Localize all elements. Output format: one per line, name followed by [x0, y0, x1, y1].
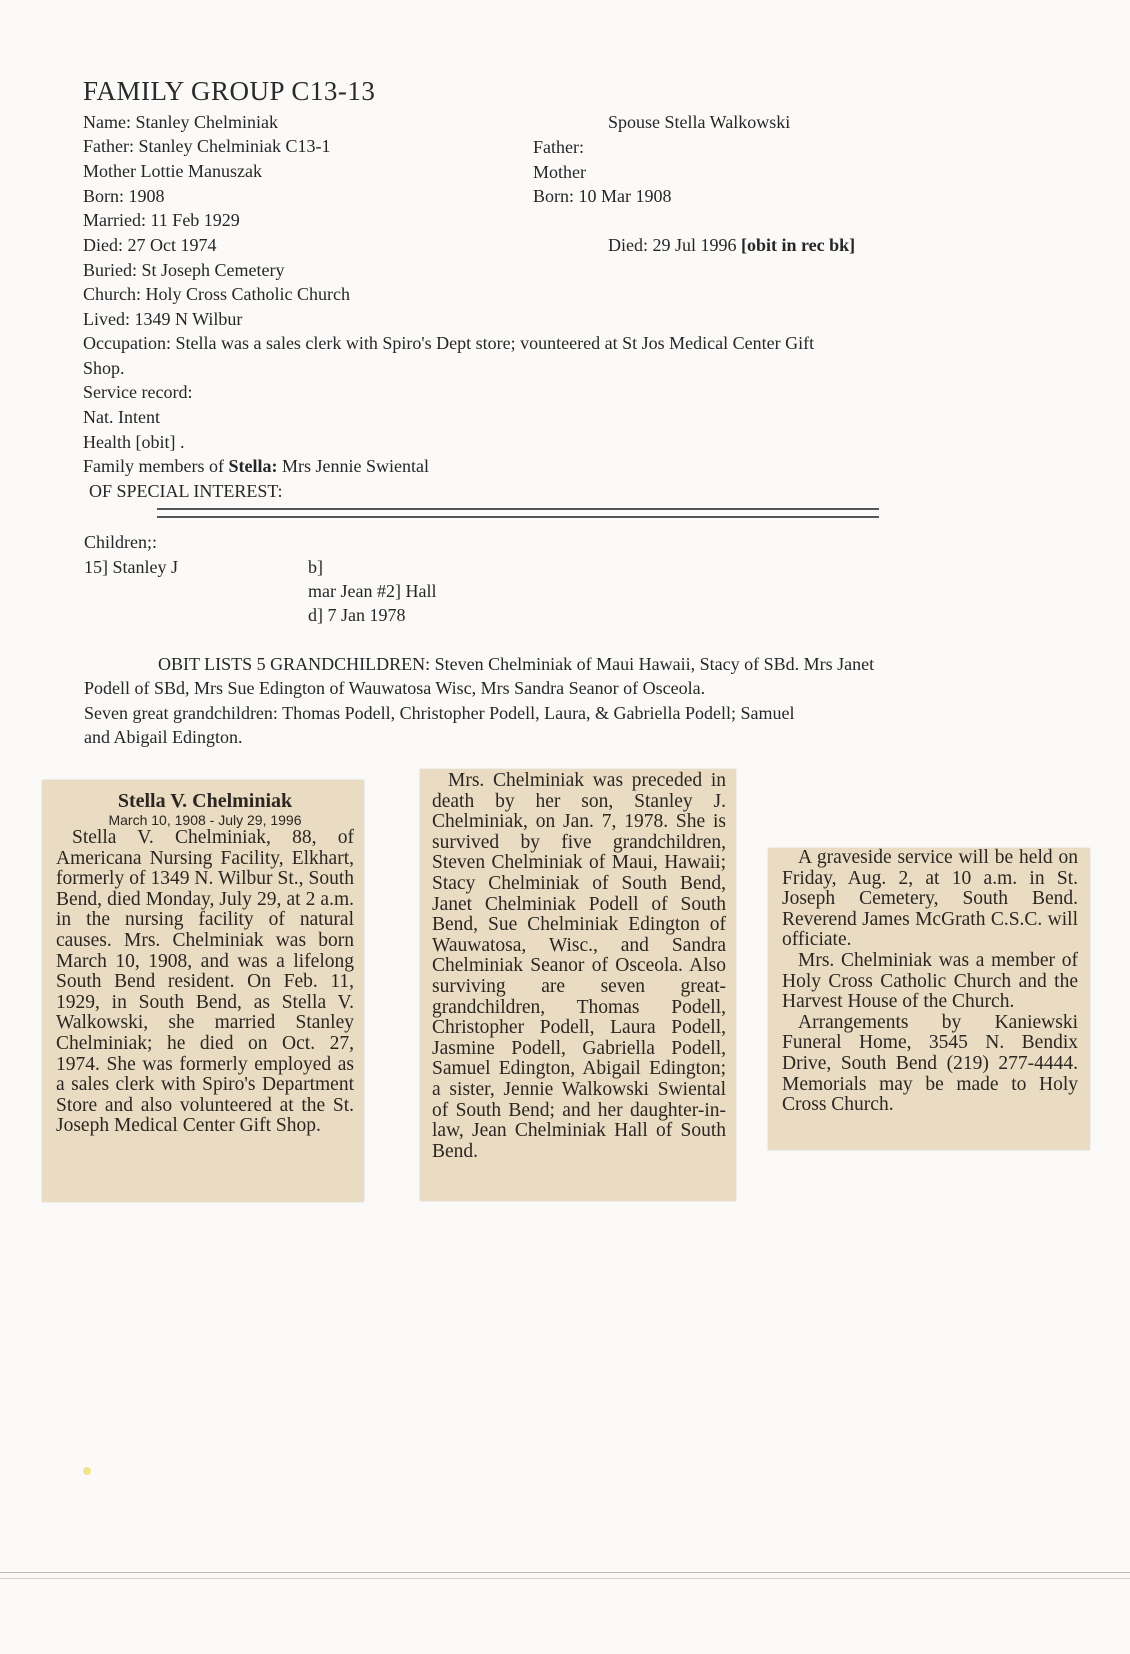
newspaper-clipping-obituary	[42, 780, 364, 1202]
child-death: d] 7 Jan 1978	[308, 605, 406, 625]
father-field: Father: Stanley Chelminiak C13-1	[83, 136, 331, 156]
family-members-bold: Stella:	[228, 456, 278, 476]
scan-edge-line	[0, 1572, 1130, 1573]
obit-note: [obit in rec bk]	[741, 235, 856, 255]
family-members-value: Mrs Jennie Swiental	[277, 456, 429, 476]
nat-intent-field: Nat. Intent	[83, 407, 160, 427]
scan-speck	[83, 1467, 91, 1475]
special-interest-heading: OF SPECIAL INTEREST:	[89, 481, 283, 501]
married-field: Married: 11 Feb 1929	[83, 210, 240, 230]
buried-field: Buried: St Joseph Cemetery	[83, 260, 285, 280]
children-heading: Children;:	[84, 532, 157, 552]
spouse-died-value: Died: 29 Jul 1996	[608, 235, 741, 255]
clipping-body: Stella V. Chelminiak, 88, of Americana Nursing Facility, Elkhart, formerly of 1349 N. Wilbur St., South Bend, died Monday, July 29, at 2 a.m. in the nursing facility of natural causes. Mrs. Chelminiak was born March 10, 1908, and was a lifelong South Bend resident. On Feb. 11, 1929, in South Bend, as Stella V. Walkowski, she married Stanley Chelminiak; he died on Oct. 27, 1974. She was formerly employed as a sales clerk with Spiro's Department Store and also volunteered at the St. Joseph Medical Center Gift Shop.	[56, 827, 354, 1137]
page-title: FAMILY GROUP C13-13	[83, 76, 376, 106]
spouse-mother-field: Mother	[533, 162, 586, 182]
clipping-paragraph-arrangements: Arrangements by Kaniewski Funeral Home, 3545 N. Bendix Drive, South Bend (219) 277-4444. Memorials may be made to Holy Cross Church.	[782, 1011, 1078, 1116]
double-rule-divider	[157, 508, 879, 518]
service-record-field: Service record:	[83, 382, 193, 402]
child-birth: b]	[308, 557, 323, 577]
health-field: Health [obit] .	[83, 432, 185, 452]
obit-lists-line-4: and Abigail Edington.	[84, 727, 243, 747]
mother-field: Mother Lottie Manuszak	[83, 161, 262, 181]
obit-lists-line-2: Podell of SBd, Mrs Sue Edington of Wauwatosa Wisc, Mrs Sandra Seanor of Osceola.	[84, 678, 706, 698]
occupation-field: Occupation: Stella was a sales clerk with Spiro's Dept store; vounteered at St Jos Medical Center Gift	[83, 333, 815, 353]
spouse-born-field: Born: 10 Mar 1908	[533, 186, 672, 206]
obit-lists-line-1: OBIT LISTS 5 GRANDCHILDREN: Steven Chelminiak of Maui Hawaii, Stacy of SBd. Mrs Janet	[158, 654, 875, 674]
child-marriage: mar Jean #2] Hall	[308, 581, 437, 601]
child-entry: 15] Stanley J	[84, 557, 178, 577]
occupation-continued: Shop.	[83, 358, 125, 378]
obit-lists-line-3: Seven great grandchildren: Thomas Podell, Christopher Podell, Laura, & Gabriella Podell; Samuel	[84, 703, 795, 723]
spouse-field: Spouse Stella Walkowski	[608, 112, 791, 132]
church-field: Church: Holy Cross Catholic Church	[83, 284, 350, 304]
spouse-died-field	[608, 233, 855, 257]
clipping-heading: Stella V. Chelminiak	[117, 790, 293, 812]
clipping-body: Mrs. Chelminiak was preceded in death by her son, Stanley J. Chelminiak, on Jan. 7, 1978. She is survived by five grandchildren, Steven Chelminiak of Maui, Hawaii; Stacy Chelminiak of South Bend, Janet Chelminiak Podell of South Bend, Sue Chelminiak Edington of Wauwatosa, Wisc., and Sandra Chelminiak Seanor of Osceola. Also surviving are seven great-grandchildren, Thomas Podell, Christopher Podell, Laura Podell, Jasmine Podell, Gabriella Podell, Samuel Edington, Abigail Edington; a sister, Jennie Walkowski Swiental of South Bend; and her daughter-in-law, Jean Chelminiak Hall of South Bend.	[432, 770, 726, 1162]
family-members-label: Family members of	[83, 456, 229, 476]
lived-field: Lived: 1349 N Wilbur	[83, 309, 243, 329]
spouse-father-field: Father:	[533, 137, 584, 157]
died-field: Died: 27 Oct 1974	[83, 235, 217, 255]
family-members-field	[83, 454, 429, 478]
clipping-dates: March 10, 1908 - July 29, 1996	[108, 812, 302, 828]
name-field: Name: Stanley Chelminiak	[83, 112, 278, 132]
scan-edge-line-secondary	[0, 1578, 1130, 1579]
clipping-paragraph-membership: Mrs. Chelminiak was a member of Holy Cross Catholic Church and the Harvest House of the Church.	[782, 949, 1078, 1013]
clipping-paragraph-service: A graveside service will be held on Friday, Aug. 2, at 10 a.m. in St. Joseph Cemetery, South Bend. Reverend James McGrath C.S.C. will officiate.	[782, 847, 1078, 951]
newspaper-clipping-service	[768, 848, 1090, 1150]
newspaper-clipping-survivors	[420, 769, 736, 1201]
born-field: Born: 1908	[83, 186, 165, 206]
